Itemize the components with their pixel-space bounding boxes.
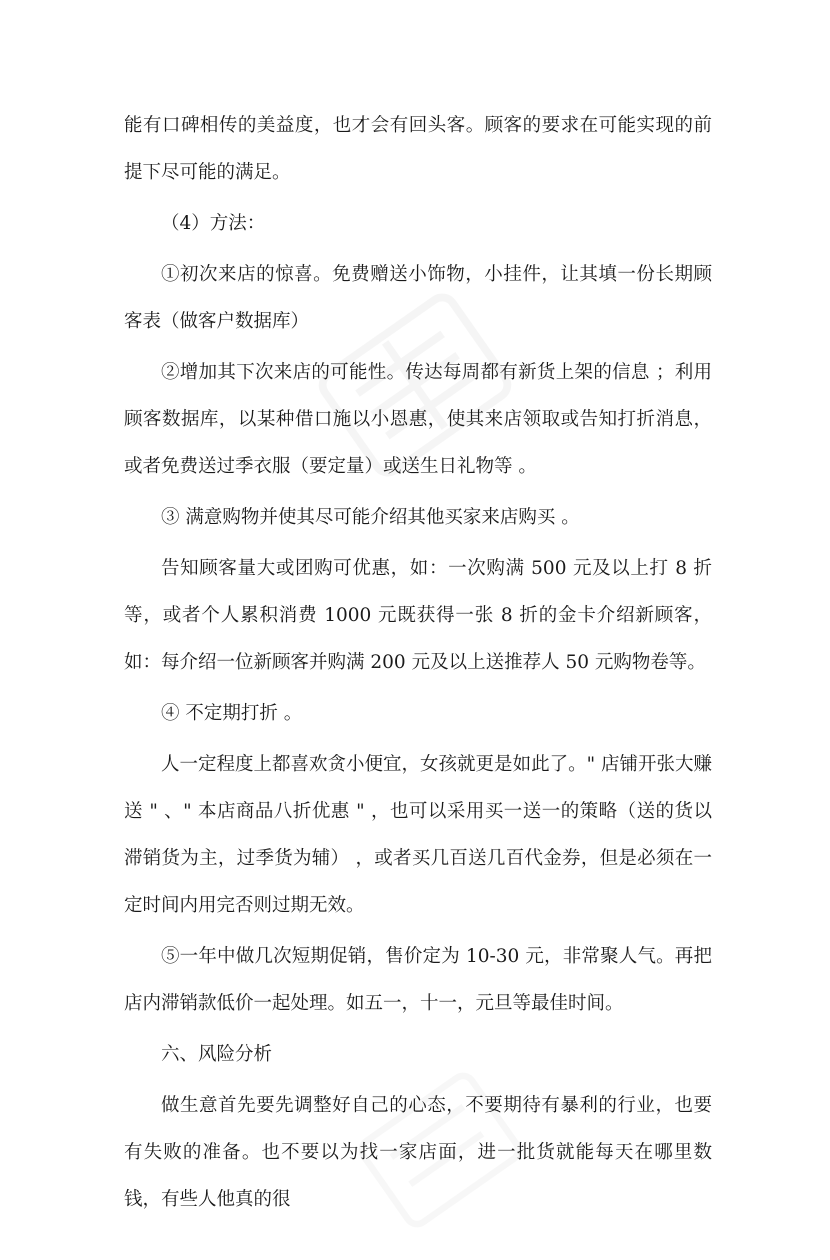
paragraph-group-discount: 告知顾客量大或团购可优惠，如：一次购满 500 元及以上打 8 折等，或者个人累积消费 1000 元既获得一张 8 折的金卡介绍新顾客，如：每介绍一位新顾客并购满 200 元及以上送推荐人 50 元购物卷等。 [124,558,712,673]
paragraph-method-1: ①初次来店的惊喜。免费赠送小饰物，小挂件，让其填一份长期顾客表（做客户数据库） [124,264,712,332]
paragraph-bargain: 人一定程度上都喜欢贪小便宜，女孩就更是如此了。" 店铺开张大赚送 " 、" 本店商品八折优惠 " ，也可以采用买一送一的策略（送的货以滞销货为主，过季货为辅） ，或者买几百送几百代金券，但是必须在一定时间内用完否则过期无效。 [124,754,712,916]
paragraph-method-5: ⑤一年中做几次短期促销，售价定为 10-30 元，非常聚人气。再把店内滞销款低价一起处理。如五一，十一，元旦等最佳时间。 [124,946,712,1014]
heading-methods: （4）方法： [161,213,266,234]
paragraph-word-of-mouth: 能有口碑相传的美益度，也才会有回头客。顾客的要求在可能实现的前提下尽可能的满足。 [124,115,712,183]
paragraph-method-3: ③ 满意购物并使其尽可能介绍其他买家来店购买 。 [161,507,580,528]
paragraph-risk: 做生意首先要先调整好自己的心态，不要期待有暴利的行业，也要有失败的准备。也不要以为找一家店面，进一批货就能每天在哪里数钱，有些人他真的很 [124,1095,712,1210]
paragraph-method-4: ④ 不定期打折 。 [161,703,303,724]
document-page [124,102,712,1227]
heading-risk-analysis: 六、风险分析 [161,1044,273,1065]
paragraph-method-2: ②增加其下次来店的可能性。传达每周都有新货上架的信息 ；利用顾客数据库，以某种借口施以小恩惠，使其来店领取或告知打折消息，或者免费送过季衣服（要定量）或送生日礼物等 。 [124,362,712,477]
